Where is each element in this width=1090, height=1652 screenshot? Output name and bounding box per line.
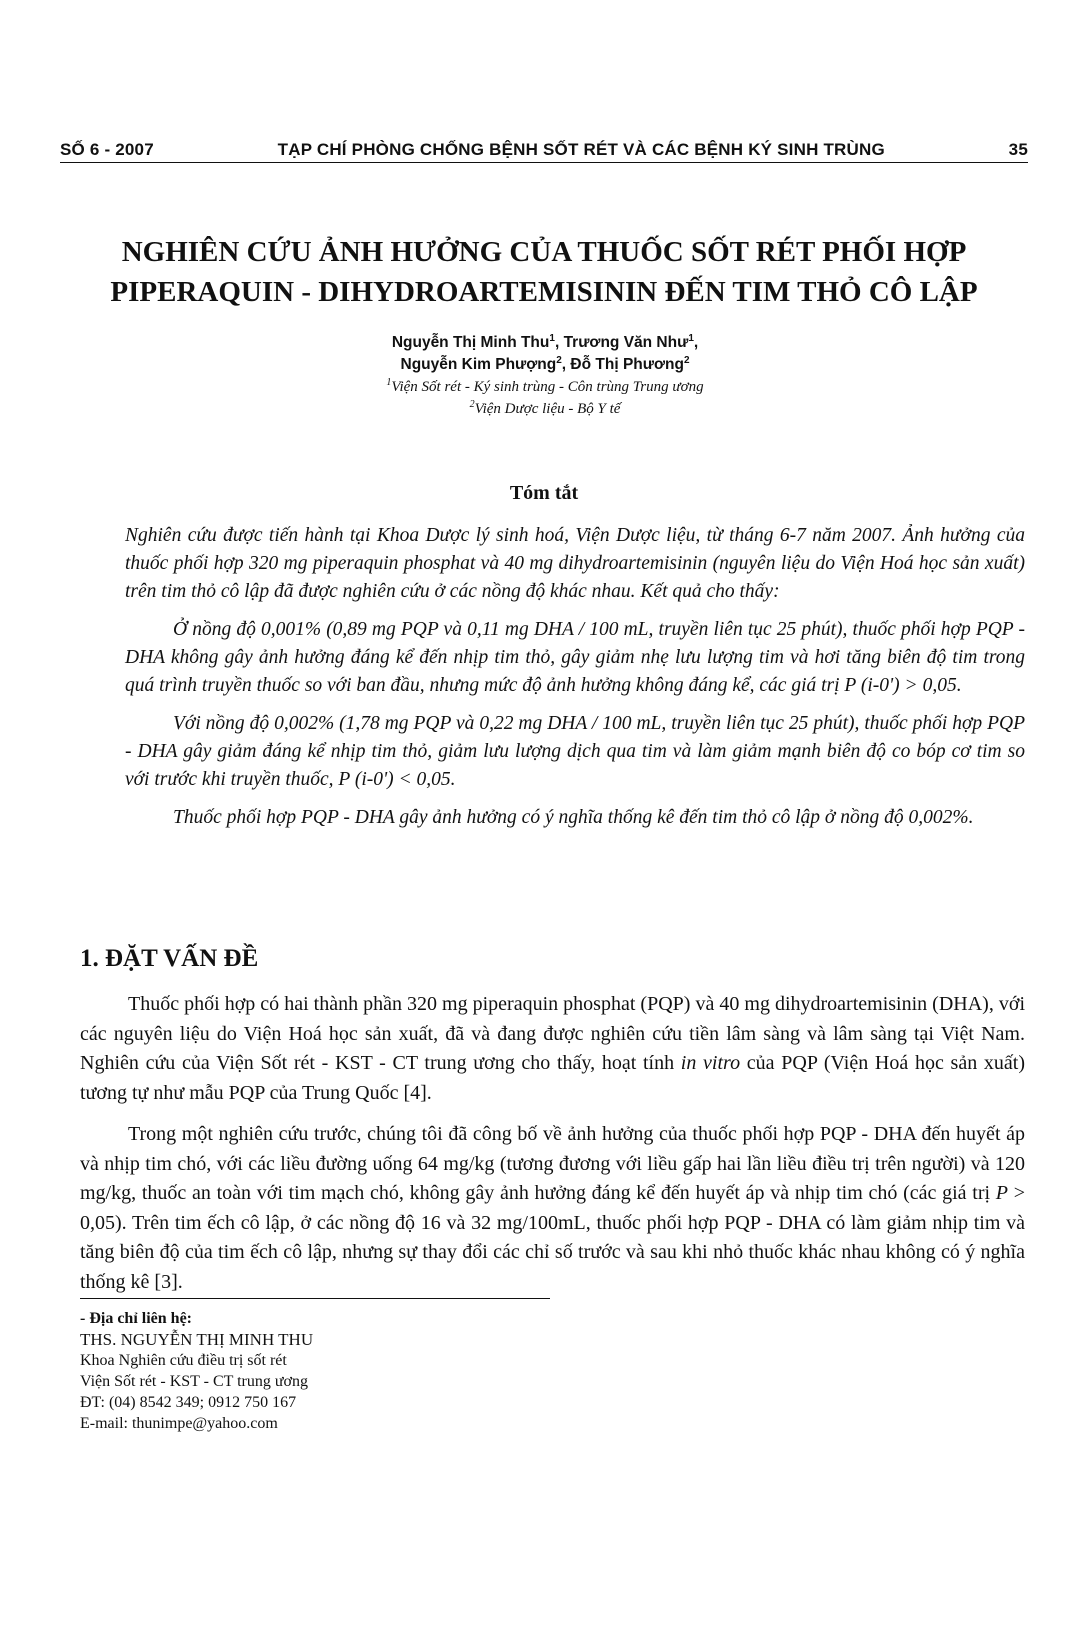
footnote-divider — [80, 1298, 550, 1299]
affiliation-text: Viện Sốt rét - Ký sinh trùng - Côn trùng Trung ương — [391, 379, 704, 395]
abstract-heading: Tóm tắt — [509, 482, 579, 504]
body-text-run: > 0,05). Trên tim ếch cô lập, ở các nồng độ 16 và 32 mg/100mL, thuốc phối hợp PQP - DHA có làm giảm nhịp tim và tăng biên độ của tim ếch cô lập, nhưng sự thay đổi các chỉ số trước và sau khi nhỏ thuốc khác nhau không có ý nghĩa thống kê [3]. — [80, 1182, 1026, 1293]
article-title — [60, 232, 1028, 312]
body-text-run: của PQP (Viện Hoá học sản xuất) tương tự như mẫu PQP của Trung Quốc [4]. — [80, 1052, 1025, 1104]
section-heading: 1. ĐẶT VẤN ĐỀ — [80, 945, 259, 972]
affiliation-mark: 1 — [386, 377, 392, 388]
author-block — [200, 332, 890, 420]
author-line-1: Nguyễn Thị Minh Thu$^1$, Trương Văn Như$^1$, — [391, 332, 699, 351]
author-name: Đỗ Thị Phương — [570, 356, 684, 373]
footnote-heading: - Địa chỉ liên hệ: — [80, 1310, 192, 1327]
author-line-2: Nguyễn Kim Phượng$^2$, Đỗ Thị Phương$^2$ — [400, 354, 690, 373]
abstract-paragraph: Với nồng độ 0,002% (1,78 mg PQP và 0,22 mg DHA / 100 mL, truyền liên tục 25 phút), thuốc phối hợp PQP - DHA gây giảm đáng kể nhịp tim thỏ, giảm lưu lượng dịch qua tim và làm giảm mạnh biên độ co bóp cơ tim so với trước khi truyền thuốc, P (i-0') < 0,05. — [125, 713, 1025, 790]
affiliation-mark: 1 — [688, 332, 694, 344]
affiliation-mark: 2 — [683, 354, 690, 366]
contact-institute: Viện Sốt rét - KST - CT trung ương — [80, 1373, 309, 1390]
affiliation-2 — [200, 398, 890, 420]
contact-department: Khoa Nghiên cứu điều trị sốt rét — [80, 1352, 287, 1369]
abstract-paragraph: Nghiên cứu được tiến hành tại Khoa Dược lý sinh hoá, Viện Dược liệu, từ tháng 6-7 năm 2007. Ảnh hưởng của thuốc phối hợp 320 mg piperaquin phosphat và 40 mg dihydroartemisinin (nguyên liệu do Viện Hoá học sản xuất) trên tim thỏ cô lập đã được nghiên cứu ở các nồng độ khác nhau. Kết quả cho thấy: — [125, 525, 1025, 602]
affiliation-mark: 2 — [556, 354, 562, 366]
contact-name: THS. NGUYỄN THỊ MINH THU — [80, 1330, 314, 1349]
page-number: 35 — [1008, 140, 1028, 159]
abstract — [125, 522, 1025, 842]
author-name: Trương Văn Như — [563, 334, 689, 351]
author-name: Nguyễn Kim Phượng — [400, 356, 557, 373]
contact-email: E-mail: thunimpe@yahoo.com — [80, 1415, 278, 1432]
contact-footnote — [80, 1308, 680, 1434]
running-header — [60, 140, 1028, 163]
title-line-2: PIPERAQUIN - DIHYDROARTEMISININ ĐẾN TIM THỎ CÔ LẬP — [110, 276, 978, 308]
body-text-run: Trong một nghiên cứu trước, chúng tôi đã công bố về ảnh hưởng của thuốc phối hợp PQP - DHA đến huyết áp và nhịp tim chó, với các liều đường uống 64 mg/kg (tương đương với liều gấp hai lần liều điều trị trên người) và 120 mg/kg, thuốc an toàn với tim mạch chó, không gây ảnh hưởng đáng kể đến huyết áp và nhịp tim chó (các giá trị — [80, 1123, 1025, 1204]
issue-number: SỐ 6 - 2007 — [60, 140, 154, 159]
body-paragraph — [80, 990, 1025, 1108]
journal-name: TẠP CHÍ PHÒNG CHỐNG BỆNH SỐT RÉT VÀ CÁC BỆNH KÝ SINH TRÙNG — [277, 140, 885, 159]
title-line-1: NGHIÊN CỨU ẢNH HƯỞNG CỦA THUỐC SỐT RÉT PHỐI HỢP — [121, 236, 967, 268]
abstract-paragraph: Thuốc phối hợp PQP - DHA gây ảnh hưởng có ý nghĩa thống kê đến tim thỏ cô lập ở nồng độ 0,002%. — [173, 807, 974, 828]
italic-term: in vitro — [680, 1052, 741, 1074]
affiliation-mark: 1 — [549, 332, 555, 344]
affiliation-text: Viện Dược liệu - Bộ Y tế — [474, 401, 621, 417]
author-name: Nguyễn Thị Minh Thu — [391, 334, 550, 351]
contact-phone: ĐT: (04) 8542 349; 0912 750 167 — [80, 1394, 297, 1411]
italic-term: P — [995, 1182, 1008, 1204]
section-body — [80, 990, 1025, 1309]
body-paragraph — [80, 1120, 1025, 1297]
abstract-paragraph: Ở nồng độ 0,001% (0,89 mg PQP và 0,11 mg DHA / 100 mL, truyền liên tục 25 phút), thuốc phối hợp PQP - DHA không gây ảnh hưởng đáng kể đến nhịp tim thỏ, gây giảm nhẹ lưu lượng tim và hơi tăng biên độ tim trong quá trình truyền thuốc so với ban đầu, nhưng mức độ ảnh hưởng không đáng kể, các giá trị P (i-0') > 0,05. — [125, 619, 1025, 696]
body-text-run: Thuốc phối hợp có hai thành phần 320 mg piperaquin phosphat (PQP) và 40 mg dihydroartemisinin (DHA), với các nguyên liệu do Viện Hoá học sản xuất, đã và đang được nghiên cứu tiền lâm sàng và lâm sàng tại Việt Nam. Nghiên cứu của Viện Sốt rét - KST - CT trung ương cho thấy, hoạt tính — [80, 993, 1025, 1074]
affiliation-mark: 2 — [469, 399, 475, 410]
affiliation-1 — [200, 376, 890, 398]
